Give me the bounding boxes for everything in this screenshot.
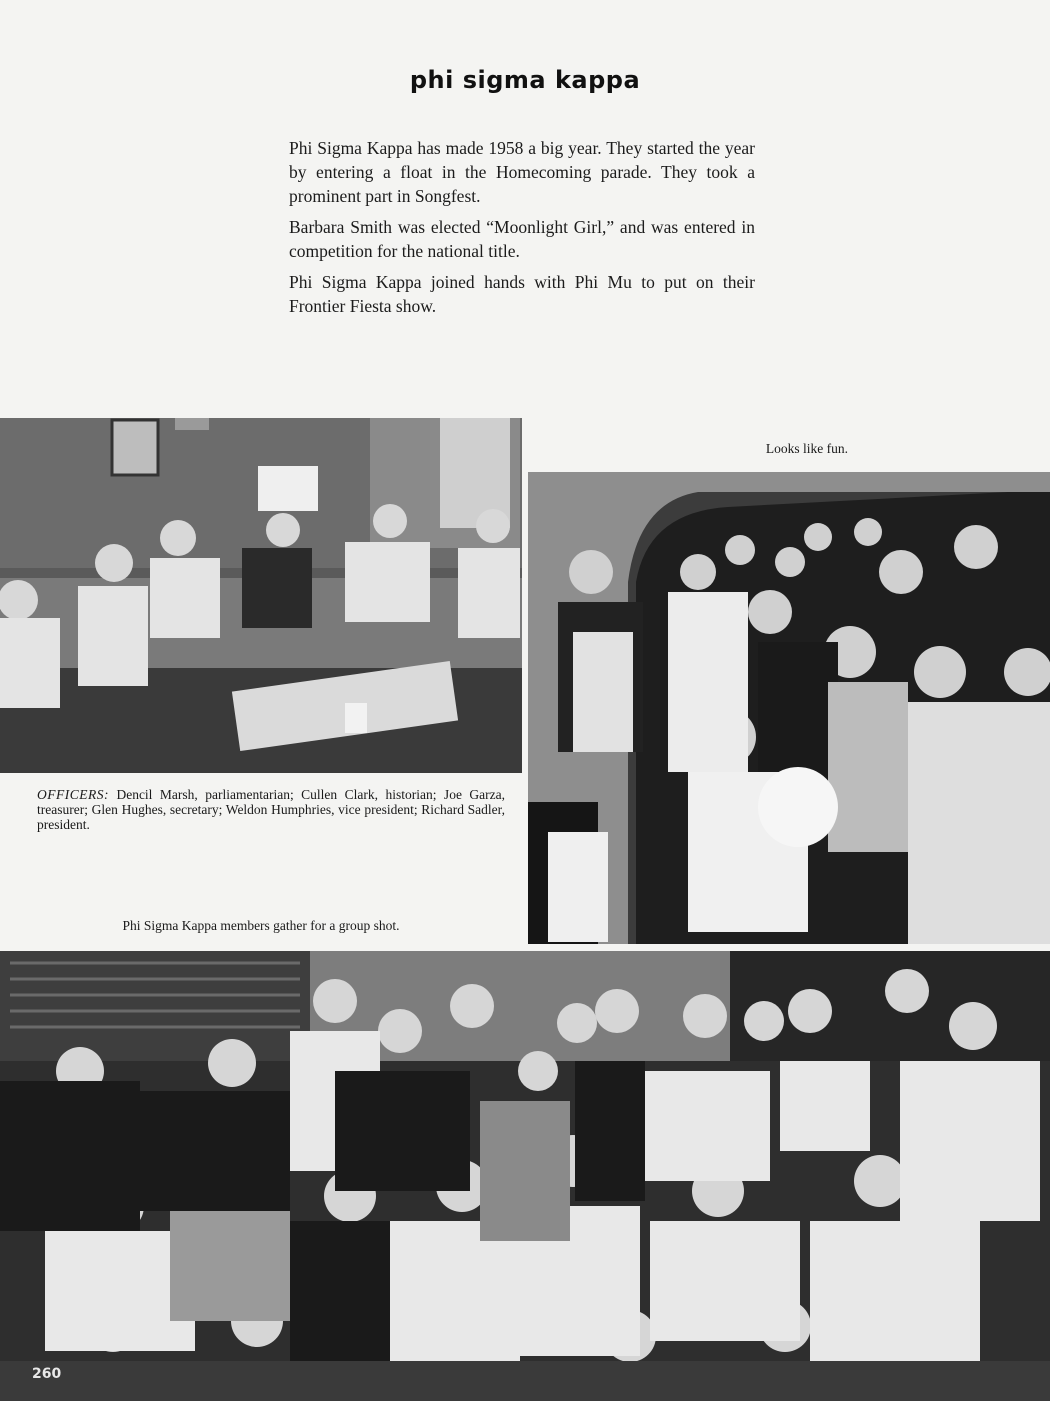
intro-text bbox=[289, 136, 755, 325]
intro-paragraph: Phi Sigma Kappa has made 1958 a big year. They started the year by entering a float in the Homecoming parade. They took a prominent part in Songfest. bbox=[289, 138, 755, 206]
officers-photo bbox=[0, 418, 522, 773]
officers-caption-text: Dencil Marsh, parliamentarian; Cullen Clark, historian; Joe Garza, treasurer; Glen Hughes, secretary; Weldon Humphries, vice president; Richard Sadler, president. bbox=[37, 787, 505, 832]
officers-caption-lead: OFFICERS: bbox=[37, 787, 109, 802]
page-title: phi sigma kappa bbox=[409, 66, 641, 94]
page-number: 260 bbox=[32, 1366, 62, 1382]
intro-paragraph: Barbara Smith was elected “Moonlight Girl,” and was entered in competition for the national title. bbox=[289, 217, 755, 261]
intro-paragraph: Phi Sigma Kappa joined hands with Phi Mu to put on their Frontier Fiesta show. bbox=[289, 272, 755, 316]
group-photo bbox=[0, 951, 1050, 1401]
officers-caption bbox=[37, 787, 505, 832]
group-photo-caption: Phi Sigma Kappa members gather for a group shot. bbox=[122, 918, 400, 933]
singing-photo bbox=[528, 472, 1050, 944]
singing-photo-caption: Looks like fun. bbox=[765, 441, 848, 456]
